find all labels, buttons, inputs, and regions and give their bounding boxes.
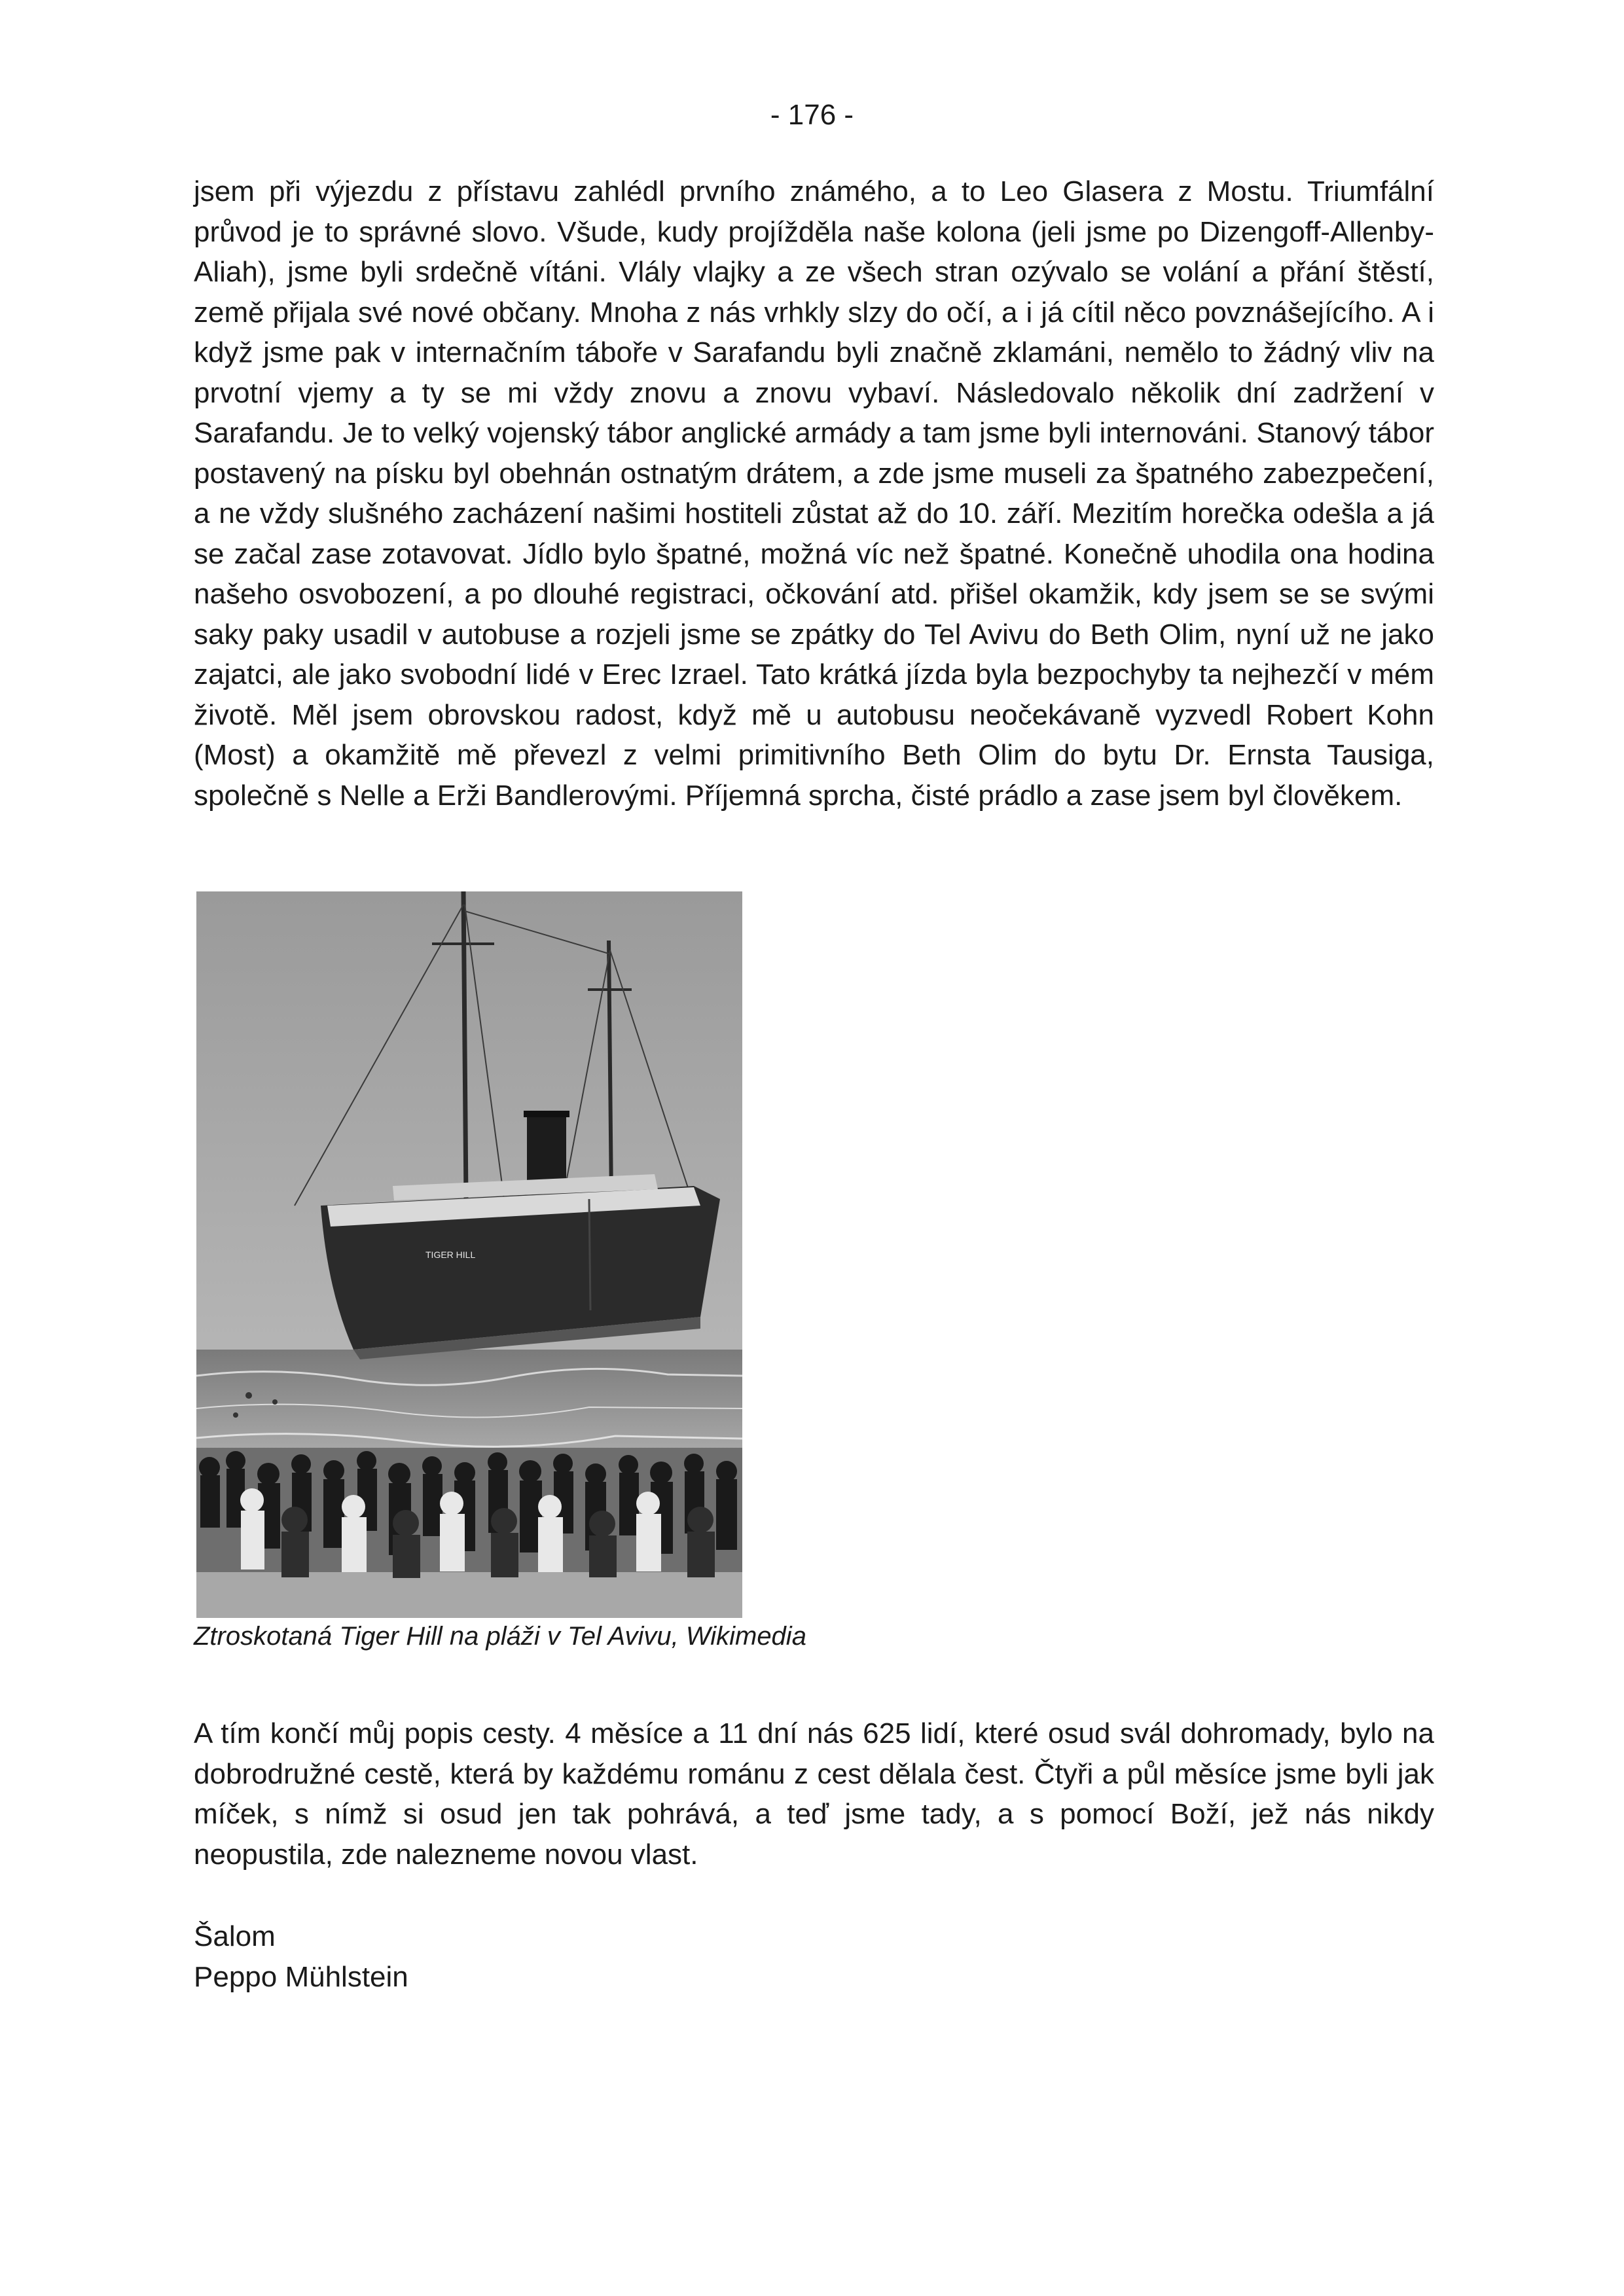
ship-photo (196, 891, 742, 1618)
body-paragraph-2: A tím končí můj popis cesty. 4 měsíce a 11 dní nás 625 lidí, které osud svál dohromady, bylo na dobrodružné cestě, která by každému románu z cest dělala čest. Čtyři a půl měsíce jsme byli jak míček, s nímž si osud jen tak pohrává, a teď jsme tady, a s pomocí Boží, jež nás nikdy neopustila, zde nalezneme novou vlast. (194, 1717, 1434, 1871)
closing-salutation: Šalom (194, 1920, 276, 1952)
body-paragraph-1: jsem při výjezdu z přístavu zahlédl prvního známého, a to Leo Glasera z Mostu. Triumfální průvod je to správné slovo. Všude, kudy projížděla naše kolona (jeli jsme po Dizengoff-Allenby-Aliah), jsme byli srdečně vítáni. Vlály vlajky a ze všech stran ozývalo se volání a přání štěstí, země přijala své nové občany. Mnoha z nás vrhkly slzy do očí, a i já cítil něco povznášejícího. A i když jsme pak v internačním táboře v Sarafandu byli značně zklamáni, nemělo to žádný vliv na prvotní vjemy a ty se mi vždy znovu a znovu vybaví. Následovalo několik dní zadržení v Sarafandu. Je to velký vojenský tábor anglické armády a tam jsme byli internováni. Stanový tábor postavený na písku byl obehnán ostnatým drátem, a zde jsme museli za špatného zabezpečení, a ne vždy slušného zacházení našimi hostiteli zůstat až do 10. září. Mezitím horečka odešla a já se začal zase zotavovat. Jídlo bylo špatné, možná víc než špatné. Konečně uhodila ona hodina našeho osvobození, a po dlouhé registraci, očkování atd. přišel okamžik, kdy jsem se se svými saky paky usadil v autobuse a rozjeli jsme se zpátky do Tel Avivu do Beth Olim, nyní už ne jako zajatci, ale jako svobodní lidé v Erec Izrael. Tato krátká jízda byla bezpochyby ta nejhezčí v mém životě. Měl jsem obrovskou radost, když mě u autobusu neočekávaně vyzvedl Robert Kohn (Most) a okamžitě mě převezl z velmi primitivního Beth Olim do bytu Dr. Ernsta Tausiga, společně s Nelle a Erži Bandlerovými. Příjemná sprcha, čisté prádlo a zase jsem byl člověkem. (194, 175, 1434, 812)
closing-signature: Peppo Mühlstein (194, 1961, 408, 1993)
ship-name-marking: TIGER HILL (425, 1249, 476, 1260)
figure-caption: Ztroskotaná Tiger Hill na pláži v Tel Avivu, Wikimedia (194, 1622, 806, 1651)
page-number: - 176 - (770, 99, 854, 131)
